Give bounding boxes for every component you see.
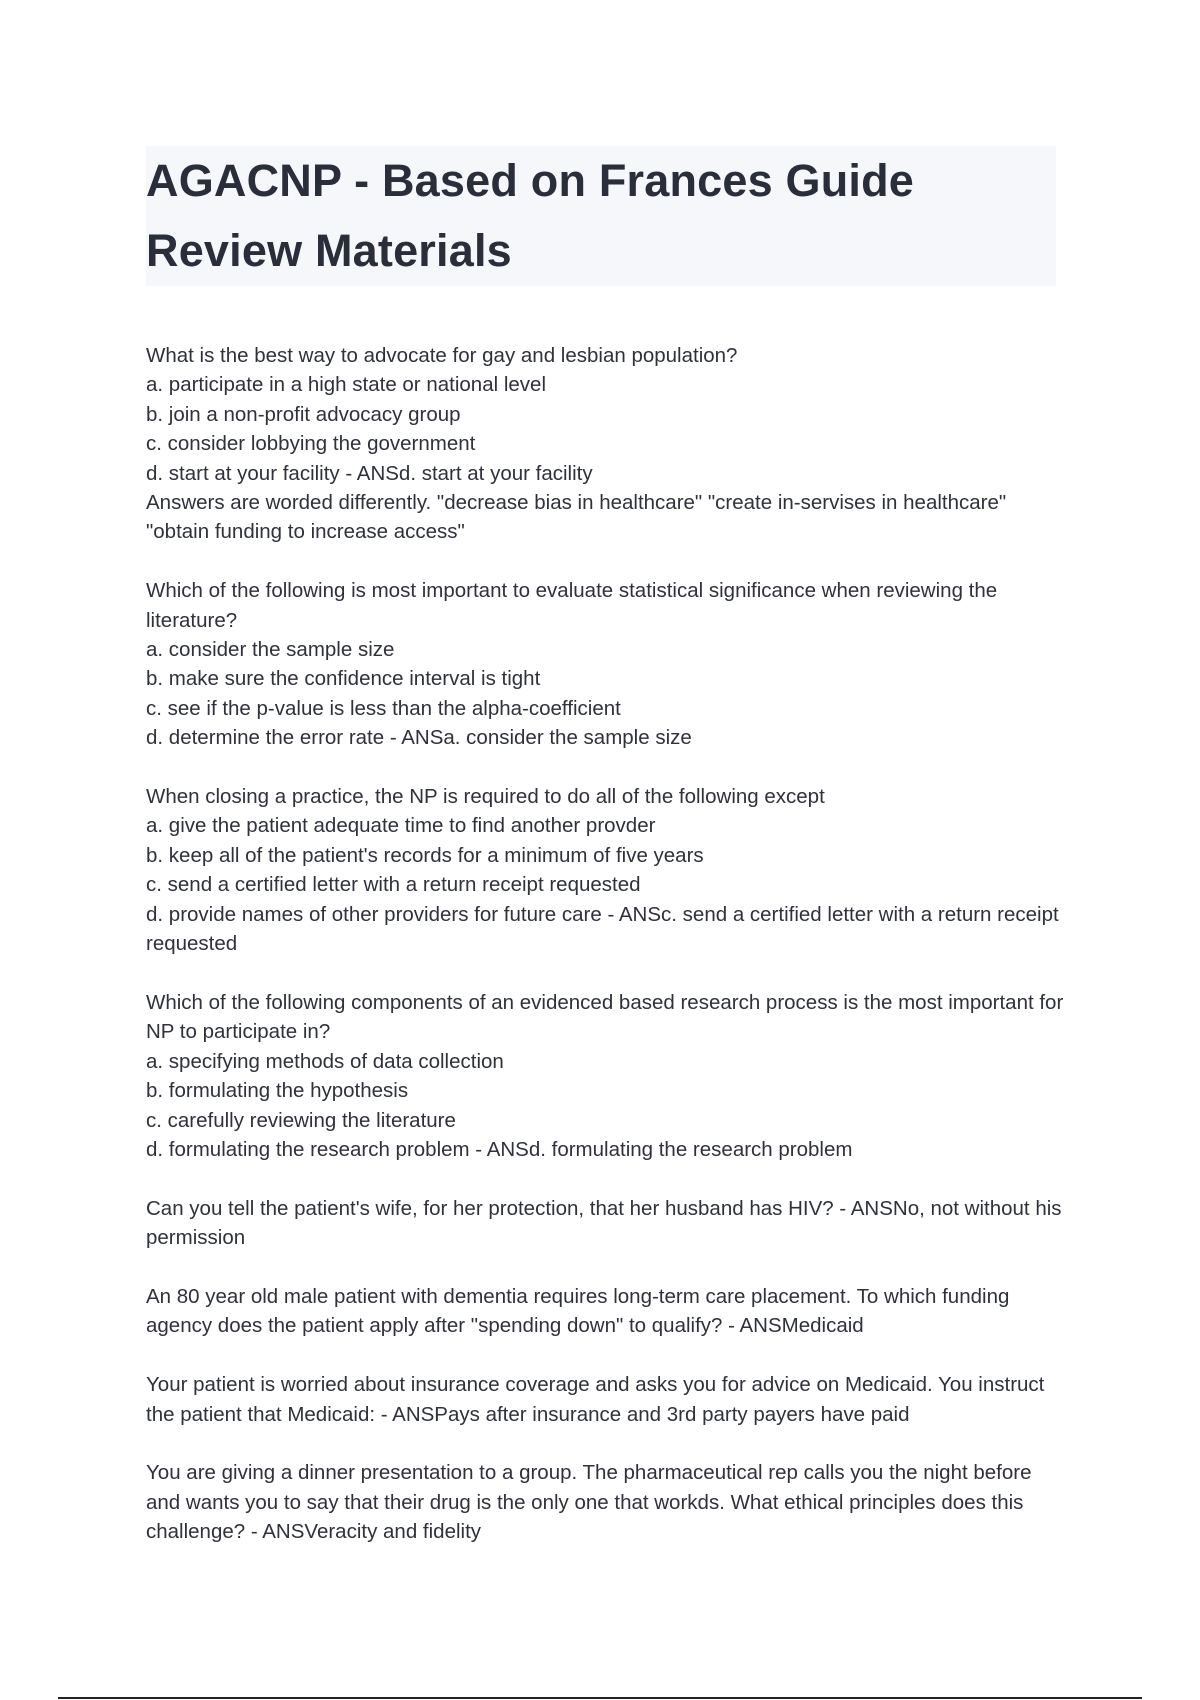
question-text: Your patient is worried about insurance coverage and asks you for advice on Medicaid. You instruct the patient that Medicaid: - ANSPays after insurance and 3rd party payers have paid [146, 1373, 1045, 1426]
question-text: An 80 year old male patient with dementia requires long-term care placement. To which funding agency does the patient apply after "spending down" to qualify? - ANSMedicaid [146, 1284, 1010, 1338]
page-bottom-divider [58, 1697, 1142, 1699]
answer-option: a. give the patient adequate time to find another provder [146, 814, 656, 838]
answer-option: c. consider lobbying the government [146, 432, 476, 456]
question-text: Can you tell the patient's wife, for her protection, that her husband has HIV? - ANSNo, not without his permission [146, 1196, 1062, 1250]
qa-item [146, 1194, 1066, 1253]
question-text: When closing a practice, the NP is required to do all of the following except [146, 785, 825, 809]
question-text: You are giving a dinner presentation to a group. The pharmaceutical rep calls you the night before and wants you to say that their drug is the only one that workds. What ethical principles does this challenge? - ANSVeracity and fidelity [146, 1461, 1032, 1544]
question-text: What is the best way to advocate for gay and lesbian population? [146, 344, 738, 367]
qa-item [146, 1458, 1066, 1546]
answer-option: c. send a certified letter with a return receipt requested [146, 873, 641, 897]
answer-option: d. determine the error rate - ANSa. consider the sample size [146, 726, 692, 750]
page-title: AGACNP - Based on Frances Guide Review Materials [146, 155, 915, 276]
answer-option: c. see if the p-value is less than the alpha-coefficient [146, 696, 621, 720]
answer-option: b. formulating the hypothesis [146, 1079, 409, 1103]
qa-item [146, 988, 1066, 1164]
document-body [146, 341, 1066, 1576]
answer-option: d. provide names of other providers for future care - ANSc. send a certified letter with a return receipt requested [146, 902, 1059, 956]
answer-option: d. start at your facility - ANSd. start at your facility [146, 461, 593, 485]
answer-option: c. carefully reviewing the literature [146, 1108, 456, 1132]
answer-option: a. specifying methods of data collection [146, 1049, 504, 1073]
answer-option: a. consider the sample size [146, 638, 395, 662]
answer-option: a. participate in a high state or national level [146, 373, 547, 397]
qa-item [146, 1370, 1066, 1429]
answer-option: d. formulating the research problem - ANSd. formulating the research problem [146, 1137, 853, 1161]
answer-option: b. make sure the confidence interval is tight [146, 667, 541, 691]
answer-note: Answers are worded differently. "decrease bias in healthcare" "create in-servises in healthcare" "obtain funding to increase access" [146, 491, 1007, 544]
question-text: Which of the following is most important to evaluate statistical significance when reviewing the literature? [146, 579, 998, 632]
qa-item [146, 782, 1066, 958]
answer-option: b. keep all of the patient's records for a minimum of five years [146, 843, 704, 867]
qa-item [146, 576, 1066, 752]
answer-option: b. join a non-profit advocacy group [146, 402, 461, 426]
title-block [146, 146, 1056, 286]
qa-item [146, 341, 1066, 547]
qa-item [146, 1282, 1066, 1341]
question-text: Which of the following components of an evidenced based research process is the most important for NP to participate in? [146, 990, 1064, 1044]
